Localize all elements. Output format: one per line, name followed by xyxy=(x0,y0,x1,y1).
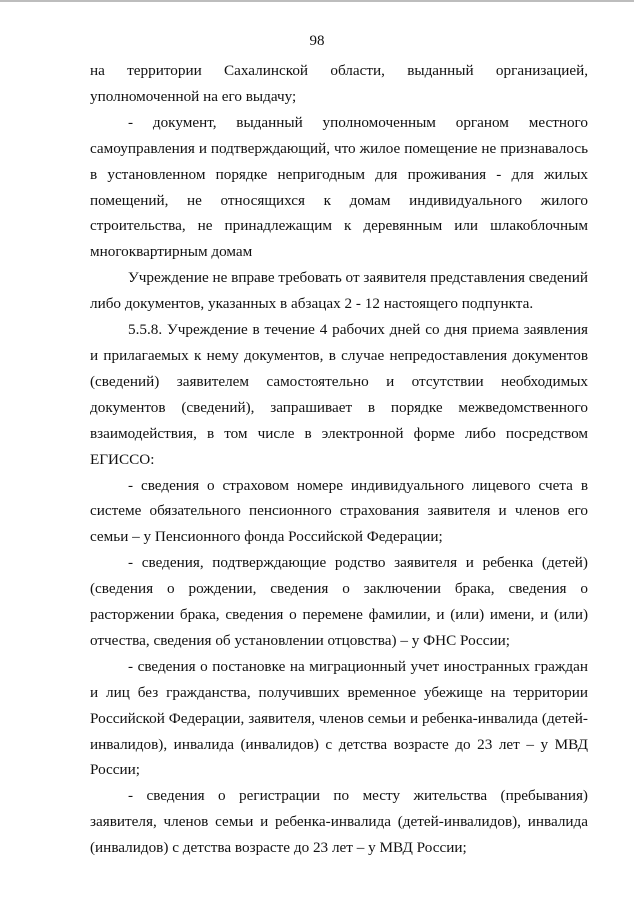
paragraph-residence-registration: - сведения о регистрации по месту жительства (пребывания) заявителя, членов семьи и ребенка-инвалида (детей-инвалидов), инвалида (инвалидов) с детства возрасте до 23 лет – у МВД России; xyxy=(90,787,588,857)
paragraph-pension-fund-info: - сведения о страховом номере индивидуального лицевого счета в системе обязательного пенсионного страхования заявителя и членов его семьи – у Пенсионного фонда Российской Федерации; xyxy=(90,476,588,546)
paragraph-continuation: на территории Сахалинской области, выданный организацией, уполномоченной на его выдачу; xyxy=(90,62,588,105)
paragraph-migration-registration: - сведения о постановке на миграционный учет иностранных граждан и лиц без гражданства, получивших временное убежище на территории Российской Федерации, заявителя, членов семьи и ребенка-инвалида (детей-инвалидов), инвалида (инвалидов) с детства возрасте до 23 лет – у МВД России; xyxy=(90,657,588,779)
page-number: 98 xyxy=(309,33,325,49)
scan-top-edge xyxy=(0,0,634,2)
paragraph-fns-kinship-info: - сведения, подтверждающие родство заявителя и ребенка (детей) (сведения о рождении, сведения о заключении брака, сведения о расторжении брака, сведения о перемене фамилии, и (или) имени, и (или) отчества, сведения об установлении отцовства) – у ФНС России; xyxy=(90,554,588,649)
paragraph-no-request-rule: Учреждение не вправе требовать от заявителя представления сведений либо документов, указанных в абзацах 2 - 12 настоящего подпункта. xyxy=(90,269,588,313)
paragraph-local-authority-document: - документ, выданный уполномоченным органом местного самоуправления и подтверждающий, что жилое помещение не признавалось в установленном порядке непригодным для проживания - для жилых помещений, не относящихся к домам индивидуального жилого строительства, не принадлежащим к деревянным или шлакоблочным многоквартирным домам xyxy=(90,113,588,261)
document-body xyxy=(90,58,588,861)
paragraph-section-5-5-8: 5.5.8. Учреждение в течение 4 рабочих дней со дня приема заявления и прилагаемых к нему документов, в случае непредоставления документов (сведений) заявителем самостоятельно и отсутствии необходимых документов (сведений), запрашивает в порядке межведомственного взаимодействия, в том числе в электронной форме либо посредством ЕГИССО: xyxy=(90,321,588,468)
